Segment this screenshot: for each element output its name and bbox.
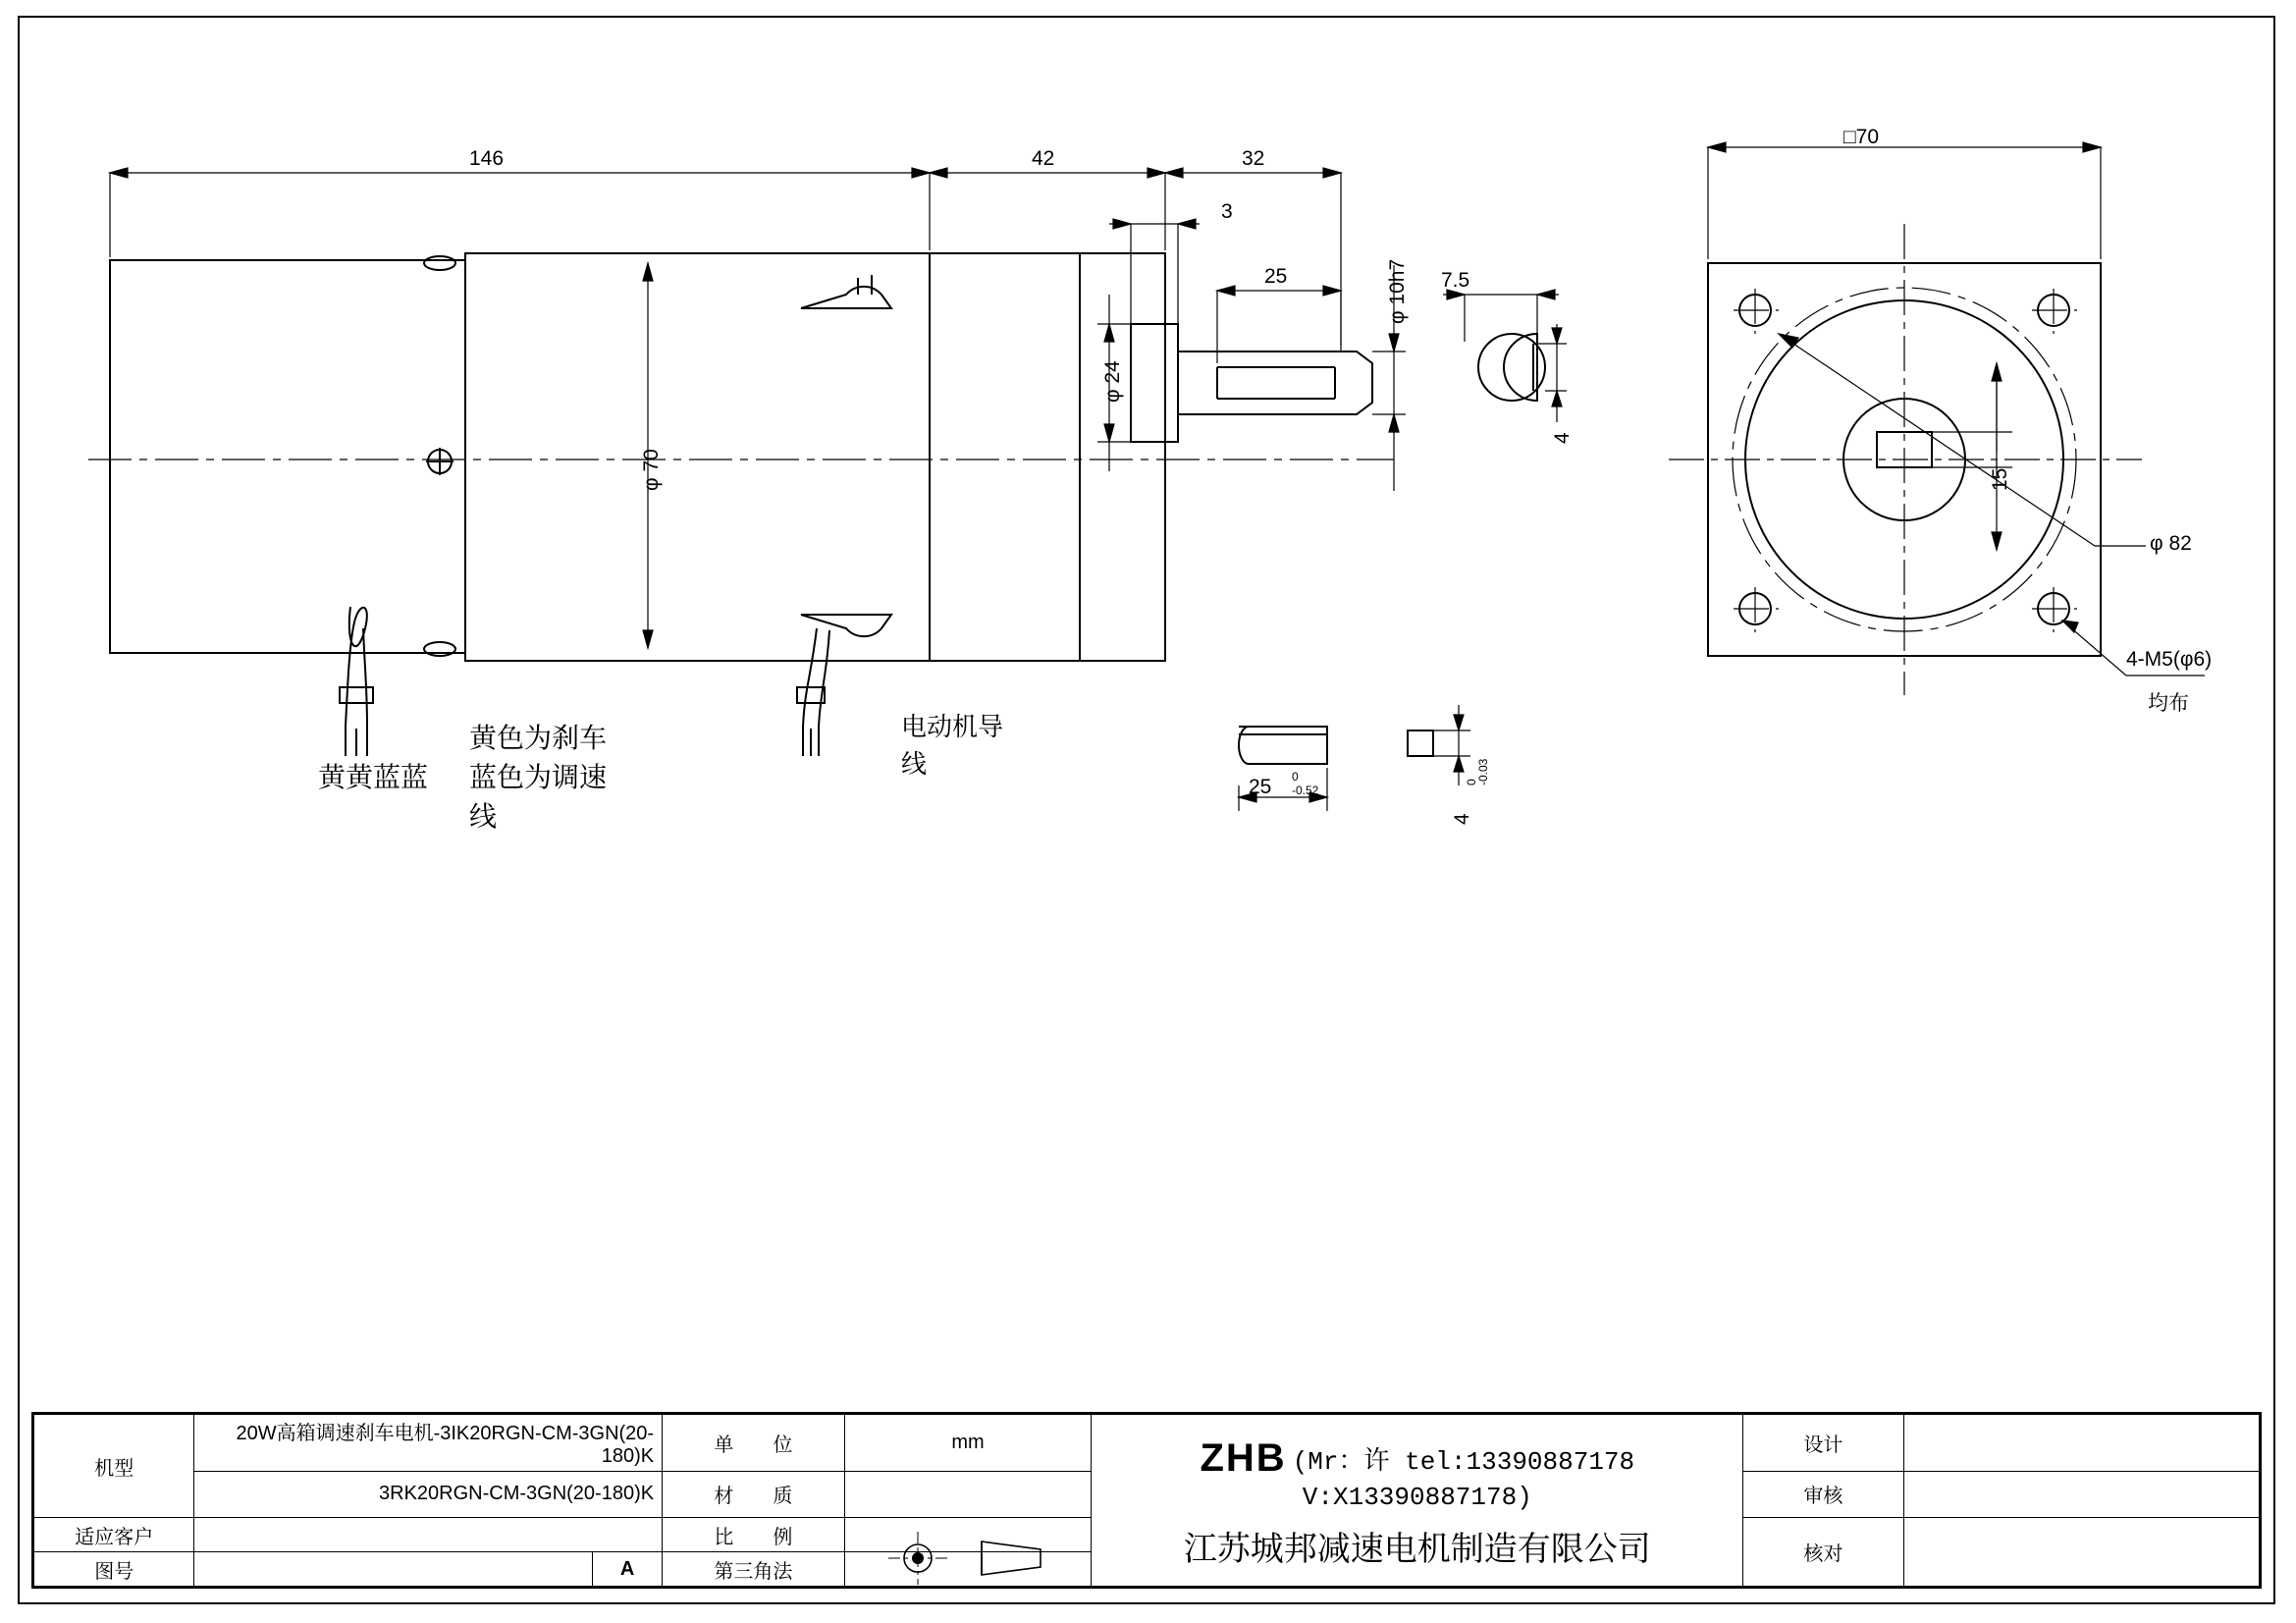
tb-value-design [1903, 1415, 2259, 1472]
dim-len-step: 3 [1221, 200, 1233, 223]
tb-value-scale [844, 1518, 1092, 1552]
tb-value-model-line1: 20W高箱调速刹车电机-3IK20RGN-CM-3GN(20-180)K [194, 1415, 663, 1472]
note-brake-line-3: 线 [469, 800, 498, 833]
tb-label-material: 材 质 [663, 1471, 845, 1517]
tb-label-verify: 核对 [1743, 1518, 1903, 1587]
dim-len-total-body: 146 [469, 147, 505, 170]
brand-logo: ZHB [1200, 1436, 1287, 1480]
dim-key-width: 7.5 [1441, 269, 1470, 292]
tb-label-scale: 比 例 [663, 1518, 845, 1552]
note-brake-line-1: 黄色为刹车 [469, 722, 608, 754]
note-motor-lead-2: 线 [901, 750, 928, 780]
brand-contact-line1: (Mr：许 tel:13390887178 [1292, 1447, 1635, 1477]
tb-value-model-line2: 3RK20RGN-CM-3GN(20-180)K [194, 1471, 663, 1517]
tb-label-unit: 单 位 [663, 1415, 845, 1472]
tb-label-customer: 适应客户 [34, 1518, 194, 1552]
dim-mount-holes: 4-M5(φ6) [2126, 648, 2213, 671]
tb-value-unit: mm [844, 1415, 1092, 1472]
dim-body-dia: φ 70 [640, 449, 663, 491]
dim-key-thk-tol-upper: 0 [1465, 779, 1478, 785]
tb-projection-symbol [844, 1552, 1092, 1587]
dim-shaft-dia: φ 10h7 [1386, 258, 1409, 324]
tb-label-projection: 第三角法 [663, 1552, 845, 1587]
dim-key-thk-tol-lower: -0.03 [1476, 758, 1490, 785]
dim-mount-holes-note: 均布 [2148, 691, 2189, 715]
dim-key-length-upper: 0 [1292, 770, 1299, 784]
tb-label-drawing-no: 图号 [34, 1552, 194, 1587]
dim-key-length: 25 [1249, 776, 1272, 798]
title-block [31, 1412, 2262, 1589]
dim-square-flange: □70 [1843, 126, 1880, 148]
note-wires-left: 黄黄蓝蓝 [318, 761, 429, 793]
dim-key-thk-tol: 4 [1451, 813, 1473, 825]
note-brake-line-2: 蓝色为调速 [469, 761, 608, 793]
tb-label-check: 审核 [1743, 1471, 1903, 1517]
brand-contact-line2: V:X13390887178) [1302, 1483, 1532, 1512]
dim-pilot-15: 15 [1989, 467, 2011, 491]
tb-value-customer [194, 1518, 663, 1552]
dim-key-length-lower: -0.52 [1292, 784, 1319, 797]
dim-boss-dia: φ 24 [1101, 360, 1124, 403]
tb-value-rev: A [619, 1557, 635, 1580]
tb-label-model: 机型 [34, 1415, 194, 1518]
tb-value-material [844, 1471, 1092, 1517]
tb-label-design: 设计 [1743, 1415, 1903, 1472]
tb-value-drawing-no [194, 1552, 593, 1586]
brand-company: 江苏城邦减速电机制造有限公司 [1183, 1530, 1651, 1569]
note-motor-lead-1: 电动机导 [901, 713, 1004, 742]
tb-value-check [1903, 1471, 2259, 1517]
dim-key-thickness: 4 [1551, 432, 1574, 444]
tb-value-verify [1903, 1518, 2259, 1587]
dim-len-shaft-section: 32 [1242, 147, 1265, 170]
dim-len-gearbox: 42 [1032, 147, 1055, 170]
dim-bolt-circle: φ 82 [2150, 532, 2192, 555]
dim-len-shaft-usable: 25 [1264, 265, 1288, 288]
tb-brand-cell [1092, 1415, 1743, 1587]
